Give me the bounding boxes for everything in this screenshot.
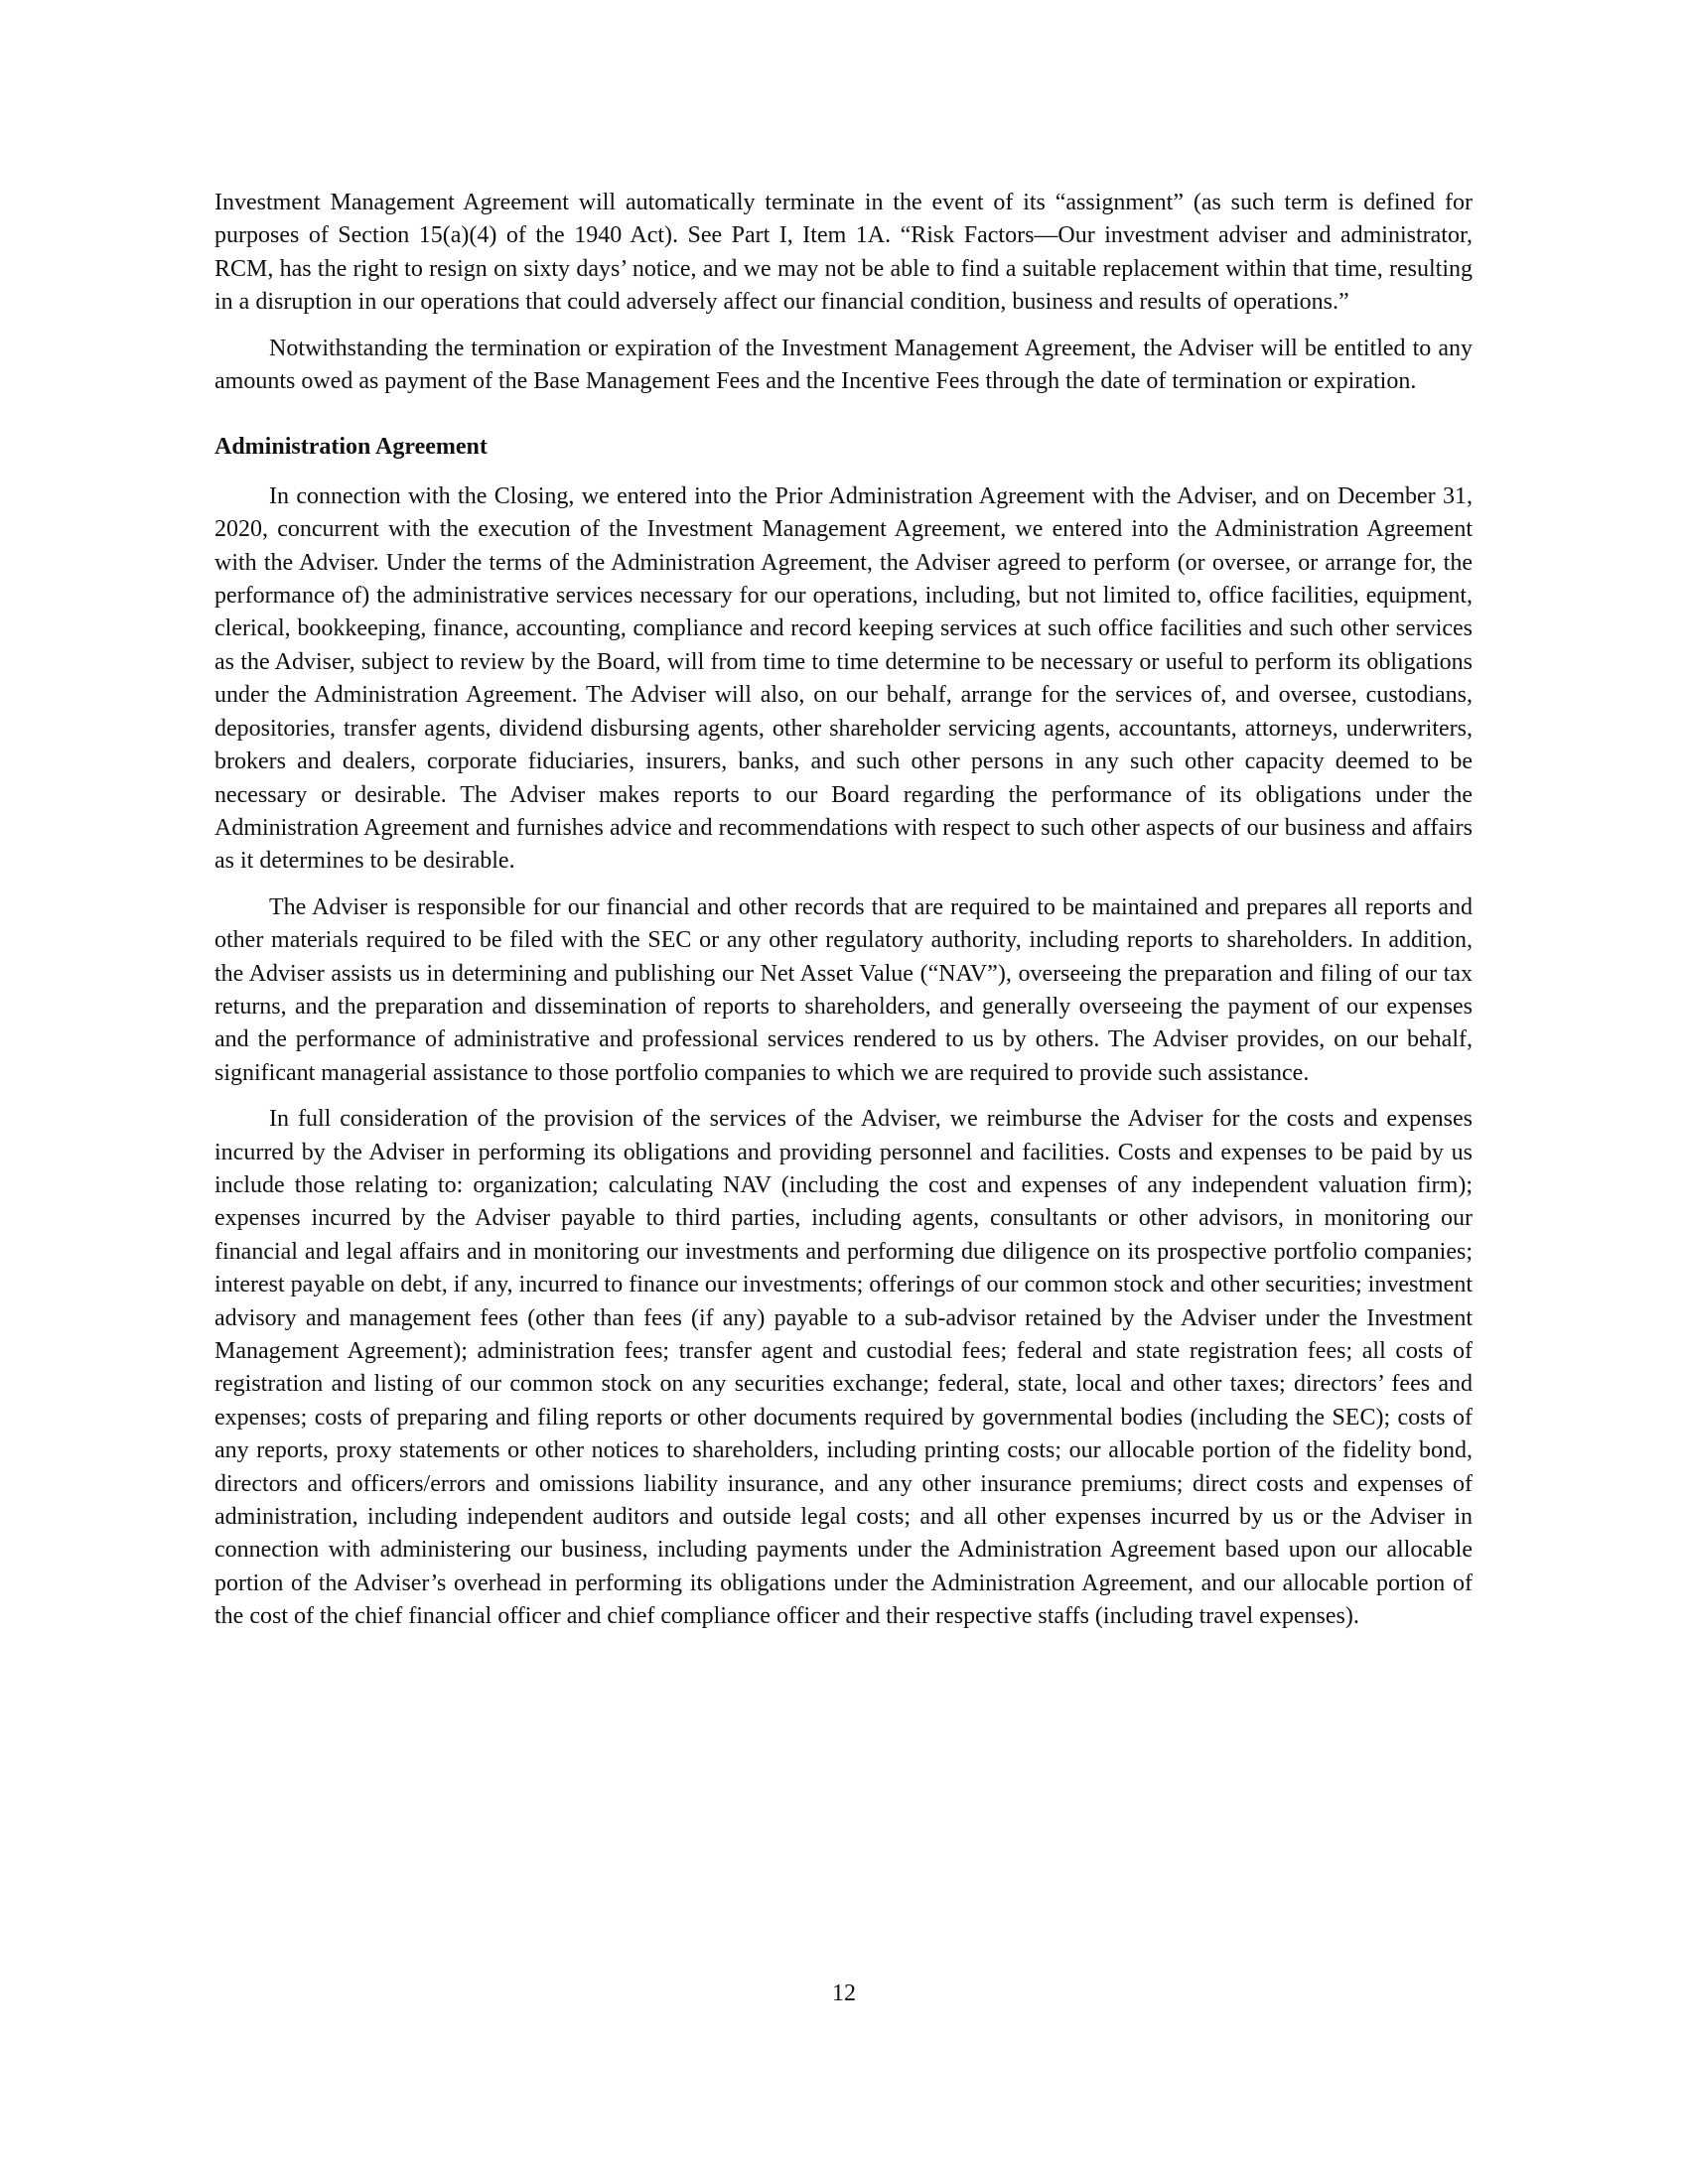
- page-number: 12: [832, 1980, 856, 2006]
- page-body: [214, 187, 1473, 1647]
- paragraph-termination-assignment: Investment Management Agreement will automatically terminate in the event of its “assignment” (as such term is defined for purposes of Section 15(a)(4) of the 1940 Act). See Part I, Item 1A. “Risk Factors—Our investment adviser and administrator, RCM, has the right to resign on sixty days’ notice, and we may not be able to find a suitable replacement within that time, resulting in a disruption in our operations that could adversely affect our financial condition, business and results of operations.”: [214, 190, 1473, 316]
- section-heading-administration-agreement: Administration Agreement: [214, 434, 488, 461]
- paragraph-administration-services: In connection with the Closing, we entered into the Prior Administration Agreement with the Adviser, and on December 31, 2020, concurrent with the execution of the Investment Management Agreement, we entered into the Administration Agreement with the Adviser. Under the terms of the Administration Agreement, the Adviser agreed to perform (or oversee, or arrange for, the performance of) the administrative services necessary for our operations, including, but not limited to, office facilities, equipment, clerical, bookkeeping, finance, accounting, compliance and record keeping services at such office facilities and such other services as the Adviser, subject to review by the Board, will from time to time determine to be necessary or useful to perform its obligations under the Administration Agreement. The Adviser will also, on our behalf, arrange for the services of, and oversee, custodians, depositories, transfer agents, dividend disbursing agents, other shareholder servicing agents, accountants, attorneys, underwriters, brokers and dealers, corporate fiduciaries, insurers, banks, and such other persons in any such other capacity deemed to be necessary or desirable. The Adviser makes reports to our Board regarding the performance of its obligations under the Administration Agreement and furnishes advice and recommendations with respect to such other aspects of our business and affairs as it determines to be desirable.: [214, 482, 1473, 875]
- paragraph-reimbursement-expenses: In full consideration of the provision of the services of the Adviser, we reimburse the Adviser for the costs and expenses incurred by the Adviser in performing its obligations and providing personnel and facilities. Costs and expenses to be paid by us include those relating to: organization; calculating NAV (including the cost and expenses of any independent valuation firm); expenses incurred by the Adviser payable to third parties, including agents, consultants or other advisors, in monitoring our financial and legal affairs and in monitoring our investments and performing due diligence on its prospective portfolio companies; interest payable on debt, if any, incurred to finance our investments; offerings of our common stock and other securities; investment advisory and management fees (other than fees (if any) payable to a sub-advisor retained by the Adviser under the Investment Management Agreement); administration fees; transfer agent and custodial fees; federal and state registration fees; all costs of registration and listing of our common stock on any securities exchange; federal, state, local and other taxes; directors’ fees and expenses; costs of preparing and filing reports or other documents required by governmental bodies (including the SEC); costs of any reports, proxy statements or other notices to shareholders, including printing costs; our allocable portion of the fidelity bond, directors and officers/errors and omissions liability insurance, and any other insurance premiums; direct costs and expenses of administration, including independent auditors and outside legal costs; and all other expenses incurred by us or the Adviser in connection with administering our business, including payments under the Administration Agreement based upon our allocable portion of the Adviser’s overhead in performing its obligations under the Administration Agreement, and our allocable portion of the cost of the chief financial officer and chief compliance officer and their respective staffs (including travel expenses).: [214, 1106, 1473, 1630]
- paragraph-adviser-responsibilities: The Adviser is responsible for our financial and other records that are required to be maintained and prepares all reports and other materials required to be filed with the SEC or any other regulatory authority, including reports to shareholders. In addition, the Adviser assists us in determining and publishing our Net Asset Value (“NAV”), overseeing the preparation and filing of our tax returns, and the preparation and dissemination of reports to shareholders, and generally overseeing the payment of our expenses and the performance of administrative and professional services rendered to us by others. The Adviser provides, on our behalf, significant managerial assistance to those portfolio companies to which we are required to provide such assistance.: [214, 893, 1473, 1086]
- paragraph-termination-fees: Notwithstanding the termination or expiration of the Investment Management Agreement, the Adviser will be entitled to any amounts owed as payment of the Base Management Fees and the Incentive Fees through the date of termination or expiration.: [214, 335, 1473, 395]
